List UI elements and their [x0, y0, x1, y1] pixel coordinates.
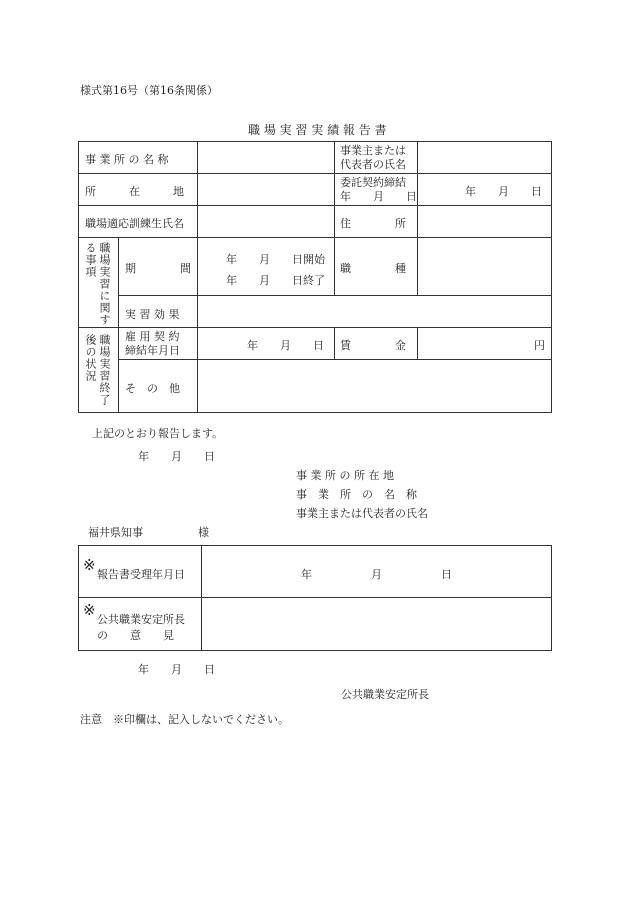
- job-type-field: [419, 239, 549, 294]
- address-label: 住 所: [340, 217, 406, 230]
- receipt-label: 報告書受理年月日: [97, 568, 185, 581]
- opinion-label: 公共職業安定所長: [97, 613, 185, 626]
- page-title: 職 場 実 習 実 績 報 告 書: [248, 123, 387, 137]
- receipt-day: 日: [441, 568, 452, 581]
- location-field: [200, 175, 333, 204]
- wage-unit: 円: [534, 339, 545, 352]
- employer-label: 事業主または 代表者の氏名: [340, 144, 406, 171]
- employment-date: 年 月 日: [247, 339, 324, 352]
- employer-field: [419, 143, 549, 172]
- office-name-label: 事 業 所 の 名 称: [85, 153, 169, 166]
- effect-label: 実 習 効 果: [125, 308, 180, 321]
- addressee: 福井県知事 様: [88, 526, 209, 539]
- employer-sign-label: 事業主または代表者の氏名: [296, 507, 428, 520]
- receipt-mark: ※: [83, 556, 96, 574]
- wage-label: 賃 金: [340, 339, 406, 352]
- report-statement: 上記のとおり報告します。: [92, 427, 224, 440]
- contract-date: 年 月 日: [465, 185, 542, 198]
- opinion-label-2: の 意 見: [97, 629, 174, 642]
- address-field: [419, 207, 549, 236]
- office-name-field: [200, 143, 333, 172]
- job-type-label: 職 種: [340, 262, 406, 275]
- employment-label: 雇 用 契 約 締結年月日: [125, 330, 180, 357]
- period-end: 年 月 日終了: [226, 274, 325, 287]
- report-date: 年 月 日: [138, 450, 215, 463]
- period-label: 期 間: [125, 262, 191, 275]
- training-group-label: 職場実習に関する事項: [84, 242, 111, 326]
- receipt-month: 月: [371, 568, 382, 581]
- director-date: 年 月 日: [138, 663, 215, 676]
- after-group-label: 職場実習終了後の状況: [84, 334, 111, 406]
- trainee-label: 職場適応訓練生氏名: [85, 217, 184, 230]
- receipt-year: 年: [301, 568, 312, 581]
- period-start: 年 月 日開始: [226, 253, 325, 266]
- other-field: [200, 361, 549, 411]
- opinion-mark: ※: [83, 601, 96, 619]
- other-label: そ の 他: [125, 382, 180, 395]
- office-director: 公共職業安定所長: [341, 688, 429, 701]
- note: 注意 ※印欄は、記入しないでください。: [80, 713, 289, 726]
- office-location-label: 事 業 所 の 所 在 地: [296, 469, 394, 482]
- effect-field: [200, 297, 549, 326]
- opinion-field: [204, 599, 549, 649]
- contract-label: 委託契約締結 年 月 日: [340, 176, 417, 203]
- location-label: 所 在 地: [85, 185, 184, 198]
- form-number: 様式第16号（第16条関係）: [80, 84, 218, 97]
- trainee-field: [200, 207, 333, 236]
- office-name-sign-label: 事 業 所 の 名 称: [296, 488, 417, 501]
